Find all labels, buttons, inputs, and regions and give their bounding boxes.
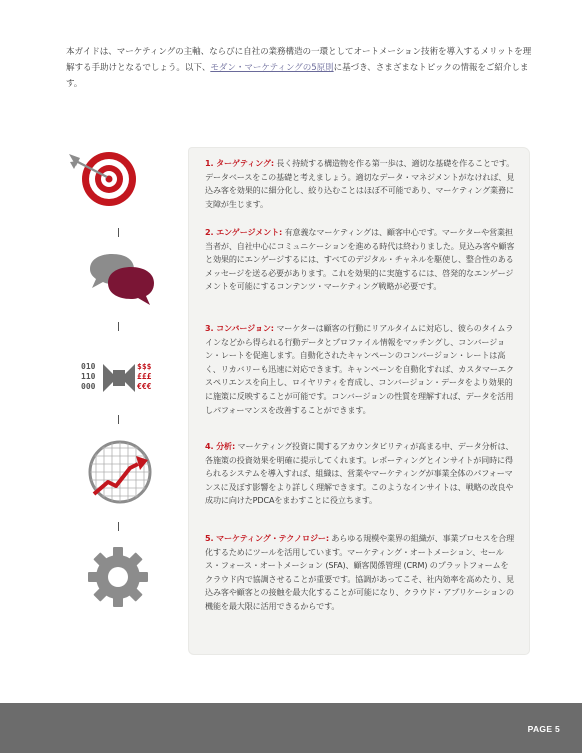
principle-title: 4. 分析: (205, 441, 236, 451)
principle-marketing-technology (205, 532, 515, 614)
principle-title: 5. マーケティング・テクノロジー: (205, 533, 329, 543)
currency-symbols: $$$ £££ €€€ (137, 362, 152, 391)
principle-title: 1. ターゲティング: (205, 158, 274, 168)
page-number: PAGE 5 (527, 724, 560, 734)
funnel-shape (103, 362, 135, 394)
principle-body: 有意義なマーケティングは、顧客中心です。マーケターや営業担当者が、自社中心にコミュニケーションを進める時代は終わりました。見込み客や顧客と効果的にエンゲージするには、すべてのデジタル・チャネルを駆使し、整合性のあるメッセージを送る必要があります。これを効果的に実施するには、啓発的なエンゲージメントを可能にするコンテンツ・マーケティング戦略が必要です。 (205, 227, 515, 292)
principle-engagement (205, 226, 515, 294)
binary-digits: 010 110 000 (81, 362, 96, 391)
chat-bubbles-icon (86, 253, 158, 307)
gear-icon (86, 545, 150, 609)
target-icon (66, 148, 136, 210)
principle-title: 3. コンバージョン: (205, 323, 274, 333)
principle-body: マーケターは顧客の行動にリアルタイムに対応し、彼らのタイムラインなどから得られる行動データとプロファイル情報をマッチングし、コンバージョン・レートを促進します。自動化されたキャンペーンのコンバージョン・レートは高く、リカバリーも迅速に対応できます。キャンペーンを自動化すれば、カスタマーエクスペリエンスを向上し、ロイヤリティを育成し、コンバージョン・データをより効果的に施策に反映することが可能です。コンバージョンの性質を理解すれば、データを活用しパフォーマンスを改善することができます。 (205, 323, 514, 415)
principle-body: 長く持続する構造物を作る第一歩は、適切な基礎を作ることです。データベースをこの基礎と考えましょう。適切なデータ・マネジメントがなければ、見込み客を効果的に細分化し、絞り込むことはほぼ不可能であり、マーケティング業務に支障が生じます。 (205, 158, 515, 209)
connector-line (118, 322, 119, 331)
principle-body: あらゆる規模や業界の組織が、事業プロセスを合理化するためにツールを活用しています。マーケティング・オートメーション、セールス・フォース・オートメーション (SFA)、顧客関係管理 (CRM) のプラットフォームをクラウド内で協調させることが重要です。協調があってこそ、社内効率を高めたり、見込み客や顧客との接触を最大化することが可能になり、クラウド・アプリケーションの機能を最大限に活用できるからです。 (205, 533, 515, 611)
conversion-icon (81, 360, 157, 398)
intro-paragraph (66, 44, 532, 92)
growth-chart-icon (86, 438, 154, 506)
principle-conversion (205, 322, 515, 417)
connector-line (118, 522, 119, 531)
five-principles-link[interactable]: モダン・マーケティングの5原則 (210, 63, 334, 73)
connector-line (118, 228, 119, 237)
page-footer (0, 703, 582, 753)
connector-line (118, 415, 119, 424)
intro-text-end: に基づき、さまざまなトピックの情報をご紹介します。 (66, 63, 529, 89)
principle-body: マーケティング投資に関するアカウンタビリティが高まる中、データ分析は、各施策の投資効果を明確に提示してくれます。レポーティングとインサイトが同時に得られるシステムを導入すれば、組織は、営業やマーケティングが事業全体のパフォーマンスに及ぼす影響をより詳しく理解できます。このようなインサイトは、戦略の改良や成功に向けたPDCAをまわすことに役立ちます。 (205, 441, 514, 506)
intro-text-start: 本ガイドは、マーケティングの主軸、ならびに自社の業務構造の一環としてオートメーション技術を導入するメリットを理解する手助けとなるでしょう。以下、 (66, 47, 532, 73)
principle-title: 2. エンゲージメント: (205, 227, 283, 237)
principle-analytics (205, 440, 515, 508)
principle-targeting (205, 157, 515, 211)
